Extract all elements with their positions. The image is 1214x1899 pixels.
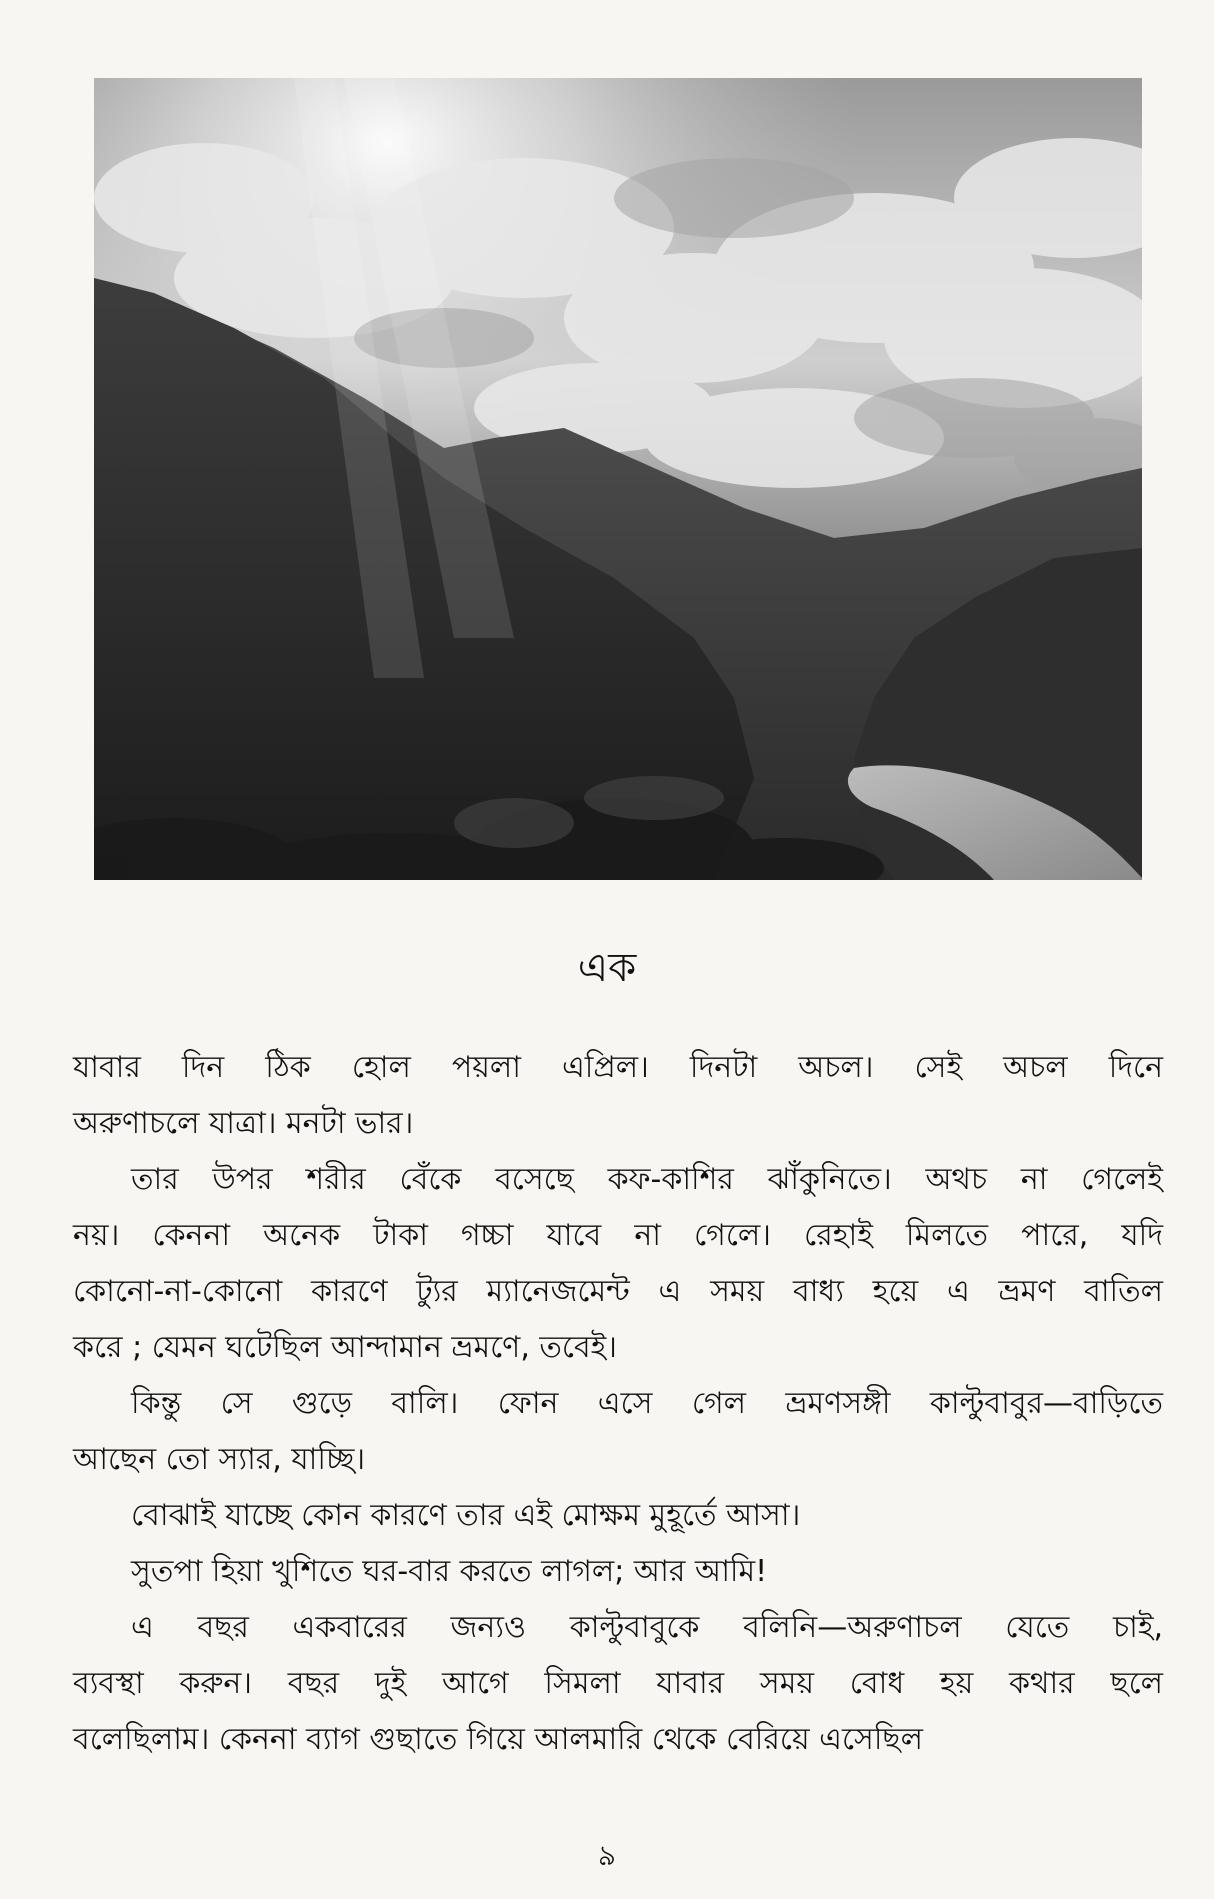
text-line: এ বছর একবারের জন্যও কাল্টুবাবুকে বলিনি—অরুণাচল যেতে চাই, (131, 1610, 1163, 1645)
paragraph-1 (73, 1040, 1163, 1152)
paragraph-4 (73, 1488, 1163, 1544)
page-number: ৯ (597, 1839, 617, 1872)
text-line: কোনো-না-কোনো কারণে ট্যুর ম্যানেজমেন্ট এ সময় বাধ্য হয়ে এ ভ্রমণ বাতিল (73, 1274, 1163, 1309)
text-line: ব্যবস্থা করুন। বছর দুই আগে সিমলা যাবার সময় বোধ হয় কথার ছলে (73, 1666, 1163, 1701)
text-line: সুতপা হিয়া খুশিতে ঘর-বার করতে লাগল; আর আমি! (131, 1554, 768, 1589)
text-line: কিন্তু সে গুড়ে বালি। ফোন এসে গেল ভ্রমণসঙ্গী কাল্টুবাবুর—বাড়িতে (131, 1386, 1163, 1421)
text-line: করে ; যেমন ঘটেছিল আন্দামান ভ্রমণে, তবেই। (73, 1330, 617, 1365)
text-line: বোঝাই যাচ্ছে কোন কারণে তার এই মোক্ষম মুহূর্তে আসা। (131, 1498, 801, 1533)
text-line: বলেছিলাম। কেননা ব্যাগ গুছাতে গিয়ে আলমারি থেকে বেরিয়ে এসেছিল (73, 1722, 923, 1757)
paragraph-6 (73, 1600, 1163, 1768)
text-line: অরুণাচলে যাত্রা। মনটা ভার। (73, 1106, 414, 1141)
body-text (73, 1040, 1163, 1768)
paragraph-3 (73, 1376, 1163, 1488)
paragraph-5 (73, 1544, 1163, 1600)
text-line: আছেন তো স্যার, যাচ্ছি। (73, 1442, 366, 1477)
paragraph-2 (73, 1152, 1163, 1376)
chapter-heading: এক (577, 945, 637, 991)
mountain-valley-photo (94, 78, 1142, 880)
text-line: তার উপর শরীর বেঁকে বসেছে কফ-কাশির ঝাঁকুনিতে। অথচ না গেলেই (131, 1162, 1163, 1197)
text-line: যাবার দিন ঠিক হোল পয়লা এপ্রিল। দিনটা অচল। সেই অচল দিনে (73, 1050, 1163, 1085)
text-line: নয়। কেননা অনেক টাকা গচ্চা যাবে না গেলে। রেহাই মিলতে পারে, যদি (73, 1218, 1163, 1253)
